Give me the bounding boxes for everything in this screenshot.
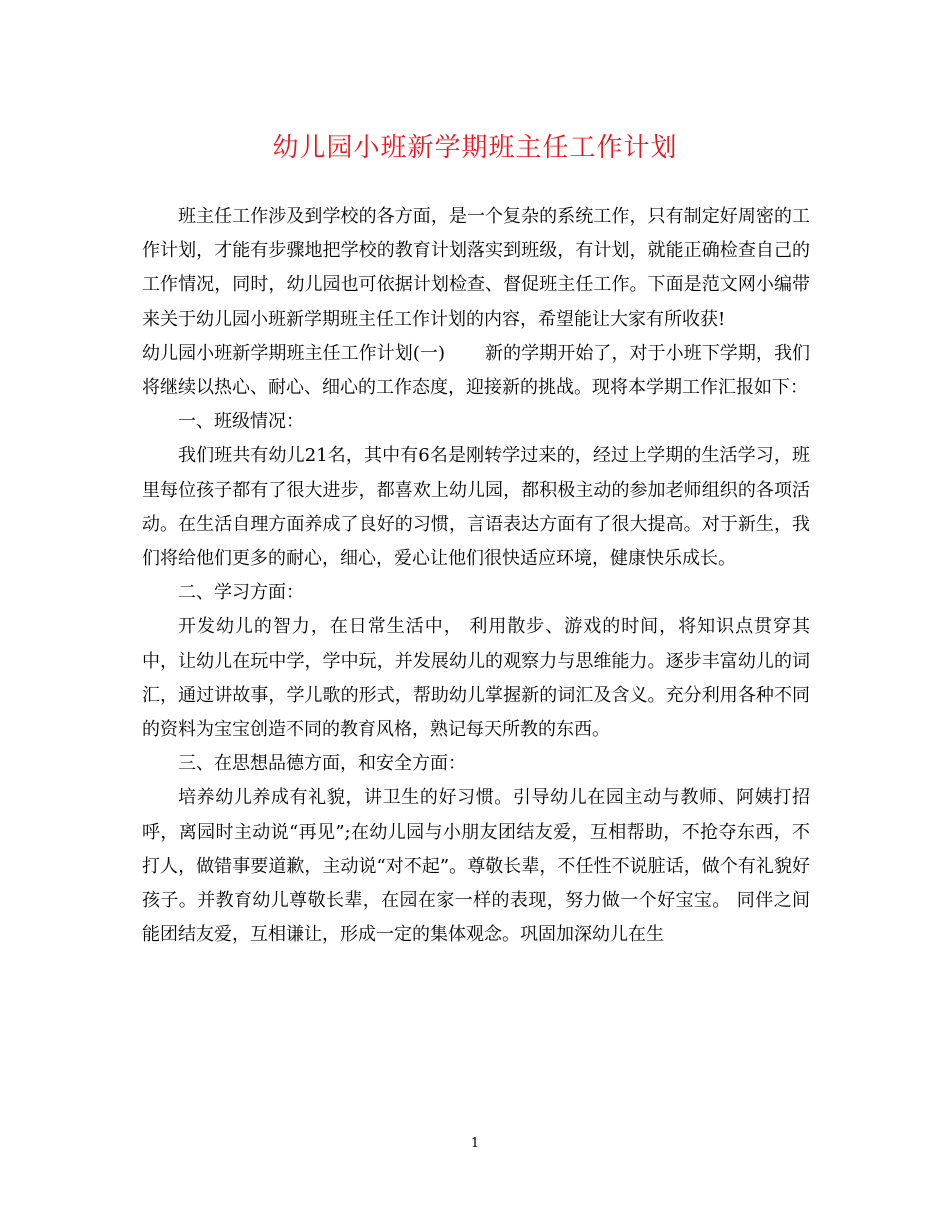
section-body-morality-safety: 培养幼儿养成有礼貌，讲卫生的好习惯。引导幼儿在园主动与教师、阿姨打招呼，离园时主动说“再见”;在幼儿园与小朋友团结友爱，互相帮助，不抢夺东西，不打人，做错事要道歉，主动说“对不起”。尊敬长辈，不任性不说脏话，做个有礼貌好孩子。并教育幼儿尊敬长辈，在园在家一样的表现，努力做一个好宝宝。 同伴之间能团结友爱，互相谦让，形成一定的集体观念。巩固加深幼儿在生: [142, 787, 810, 946]
section-body-learning: 开发幼儿的智力，在日常生活中， 利用散步、游戏的时间，将知识点贯穿其中，让幼儿在玩中学，学中玩，并发展幼儿的观察力与思维能力。逐步丰富幼儿的词汇，通过讲故事，学儿歌的形式，帮助幼儿掌握新的词汇及含义。充分利用各种不同的资料为宝宝创造不同的教育风格，熟记每天所教的东西。: [142, 616, 810, 741]
section-heading-learning: 二、学习方面：: [178, 582, 304, 604]
part-one-paragraph: [142, 337, 810, 405]
part-one-lead: 新的学期开始了，对于小班下学期，我们将继续以热心、耐心、细心的工作态度，迎接新的挑战。现将本学期工作汇报如下：: [142, 342, 811, 399]
document-title: 幼儿园小班新学期班主任工作计划: [272, 133, 678, 163]
section-heading-morality-safety: 三、在思想品德方面，和安全方面：: [178, 753, 466, 775]
part-one-title: 幼儿园小班新学期班主任工作计划(一): [142, 342, 445, 364]
intro-paragraph: 班主任工作涉及到学校的各方面，是一个复杂的系统工作，只有制定好周密的工作计划，才能有步骤地把学校的教育计划落实到班级，有计划，就能正确检查自己的工作情况，同时，幼儿园也可依据计划检查、督促班主任工作。下面是范文网小编带来关于幼儿园小班新学期班主任工作计划的内容，希望能让大家有所收获!: [142, 206, 810, 330]
section-body-class-status: 我们班共有幼儿21名，其中有6名是刚转学过来的，经过上学期的生活学习，班里每位孩子都有了很大进步，都喜欢上幼儿园，都积极主动的参加老师组织的各项活动。在生活自理方面养成了良好的习惯，言语表达方面有了很大提高。对于新生，我们将给他们更多的耐心，细心，爱心让他们很快适应环境，健康快乐成长。: [142, 445, 810, 570]
page-number: 1: [470, 1136, 480, 1151]
section-heading-class-status: 一、班级情况：: [178, 411, 304, 433]
document-body: [142, 200, 810, 952]
